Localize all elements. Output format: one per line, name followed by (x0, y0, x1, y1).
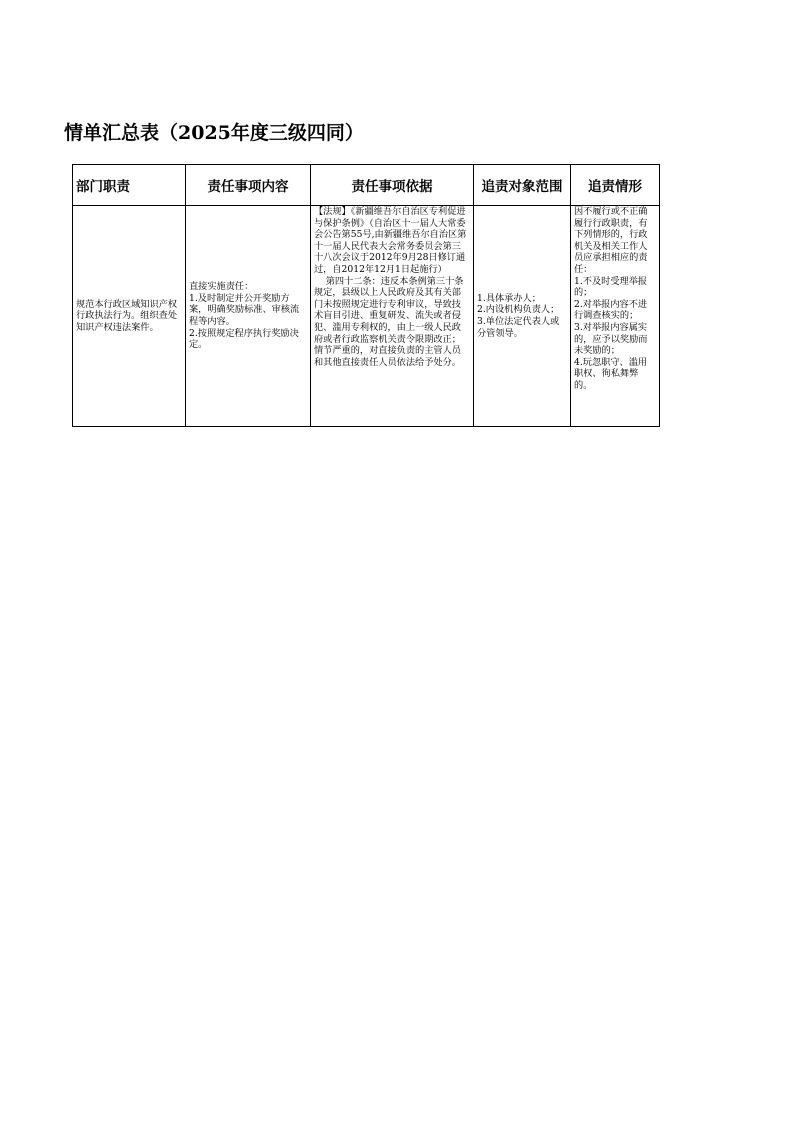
basis-text: 【法规】《新疆维吾尔自治区专利促进与保护条例》（自治区十一届人大常委会公告第55号,由新疆维吾尔自治区第十一届人民代表大会常务委员会第三十八次会议于2012年9月28日修订通过，自2012年12月1日起施行） 第四十二条：违反本条例第三十条规定，县级以上人民政府及其有关部门未按照规定进行专利审议，导致技术盲目引进、重复研发、流失或者侵犯、滥用专利权的，由上一级人民政府或者行政监察机关责令限期改正；情节严重的，对直接负责的主管人员和其他直接责任人员依法给予处分。 (314, 206, 467, 368)
scope-text: 1.具体承办人； 2.内设机构负责人； 3.单位法定代表人或分管领导。 (477, 292, 560, 339)
dept-duty-text: 规范本行政区域知识产权行政执法行为。组织查处知识产权违法案件。 (76, 298, 178, 333)
content-text: 直接实施责任： 1.及时制定并公开奖励方案，明确奖励标准、审核流程等内容。 2.按照规定程序执行奖励决定。 (189, 281, 300, 351)
header-basis: 责任事项依据 (311, 165, 474, 206)
cell-basis (311, 206, 474, 427)
table-header-row (73, 165, 660, 206)
header-scope: 追责对象范围 (474, 165, 571, 206)
cell-content (186, 206, 311, 427)
header-content: 责任事项内容 (186, 165, 311, 206)
table-row (73, 206, 660, 427)
cell-circumstances (571, 206, 660, 427)
responsibility-table (72, 164, 660, 427)
circumstances-text: 因不履行或不正确履行行政职责，有下列情形的，行政机关及相关工作人员应承担相应的责任： 1.不及时受理举报的； 2.对举报内容不进行调查核实的； 3.对举报内容属实的，应予以奖励而未奖励的； 4.玩忽职守、滥用职权、徇私舞弊的。 (574, 206, 648, 391)
cell-scope (474, 206, 571, 427)
document-title: 情单汇总表（2025年度三级四同） (64, 122, 364, 144)
cell-dept-duty (73, 206, 186, 427)
header-dept-duty: 部门职责 (73, 165, 186, 206)
header-circumstances: 追责情形 (571, 165, 660, 206)
